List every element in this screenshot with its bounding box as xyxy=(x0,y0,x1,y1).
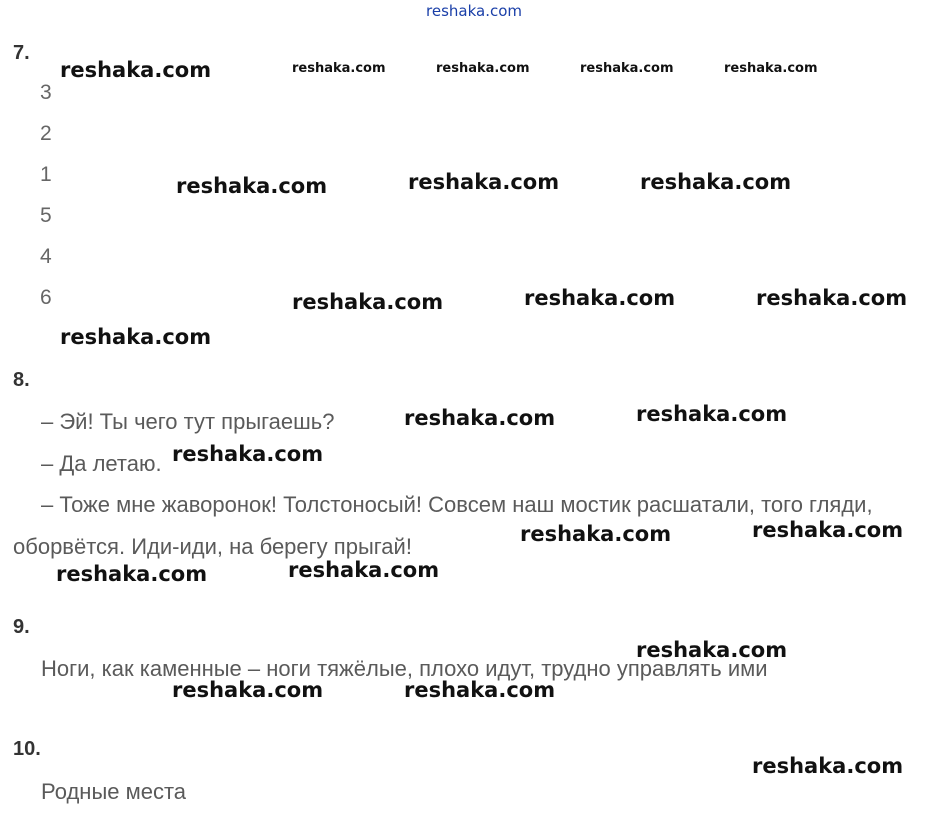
watermark: reshaka.com xyxy=(724,61,818,76)
task-8-line: оборвётся. Иди-иди, на берегу прыгай! xyxy=(13,534,412,559)
watermark: reshaka.com xyxy=(56,562,208,586)
watermark: reshaka.com xyxy=(176,174,328,198)
watermark: reshaka.com xyxy=(636,638,788,662)
site-header-watermark: reshaka.com xyxy=(426,2,522,20)
task-9-number: 9. xyxy=(13,616,30,638)
watermark: reshaka.com xyxy=(636,402,788,426)
task-8-line: – Да летаю. xyxy=(41,451,162,476)
watermark: reshaka.com xyxy=(756,286,908,310)
task-7-item: 3 xyxy=(40,81,52,104)
task-9-text: Ноги, как каменные – ноги тяжёлые, плохо идут, трудно управлять ими xyxy=(41,656,768,681)
watermark: reshaka.com xyxy=(404,678,556,702)
watermark: reshaka.com xyxy=(408,170,560,194)
watermark: reshaka.com xyxy=(288,558,440,582)
watermark: reshaka.com xyxy=(752,518,904,542)
watermark: reshaka.com xyxy=(172,678,324,702)
task-7-number: 7. xyxy=(13,42,30,64)
watermark: reshaka.com xyxy=(60,58,212,82)
watermark: reshaka.com xyxy=(640,170,792,194)
watermark: reshaka.com xyxy=(436,61,530,76)
task-8-line: – Эй! Ты чего тут прыгаешь? xyxy=(41,409,335,434)
task-8-line: – Тоже мне жаворонок! Толстоносый! Совсем наш мостик расшатали, того гляди, xyxy=(41,492,873,517)
task-8-number: 8. xyxy=(13,369,30,391)
task-7-item: 4 xyxy=(40,245,52,268)
watermark: reshaka.com xyxy=(520,522,672,546)
task-7-item: 1 xyxy=(40,163,52,186)
task-7-item: 2 xyxy=(40,122,52,145)
watermark: reshaka.com xyxy=(752,754,904,778)
task-10-text: Родные места xyxy=(41,779,187,804)
task-7-item: 5 xyxy=(40,204,52,227)
watermark: reshaka.com xyxy=(580,61,674,76)
task-10-number: 10. xyxy=(13,738,41,760)
watermark: reshaka.com xyxy=(172,442,324,466)
watermark: reshaka.com xyxy=(292,61,386,76)
watermark: reshaka.com xyxy=(292,290,444,314)
watermark: reshaka.com xyxy=(404,406,556,430)
task-7-item: 6 xyxy=(40,286,52,309)
watermark: reshaka.com xyxy=(60,325,212,349)
watermark: reshaka.com xyxy=(524,286,676,310)
